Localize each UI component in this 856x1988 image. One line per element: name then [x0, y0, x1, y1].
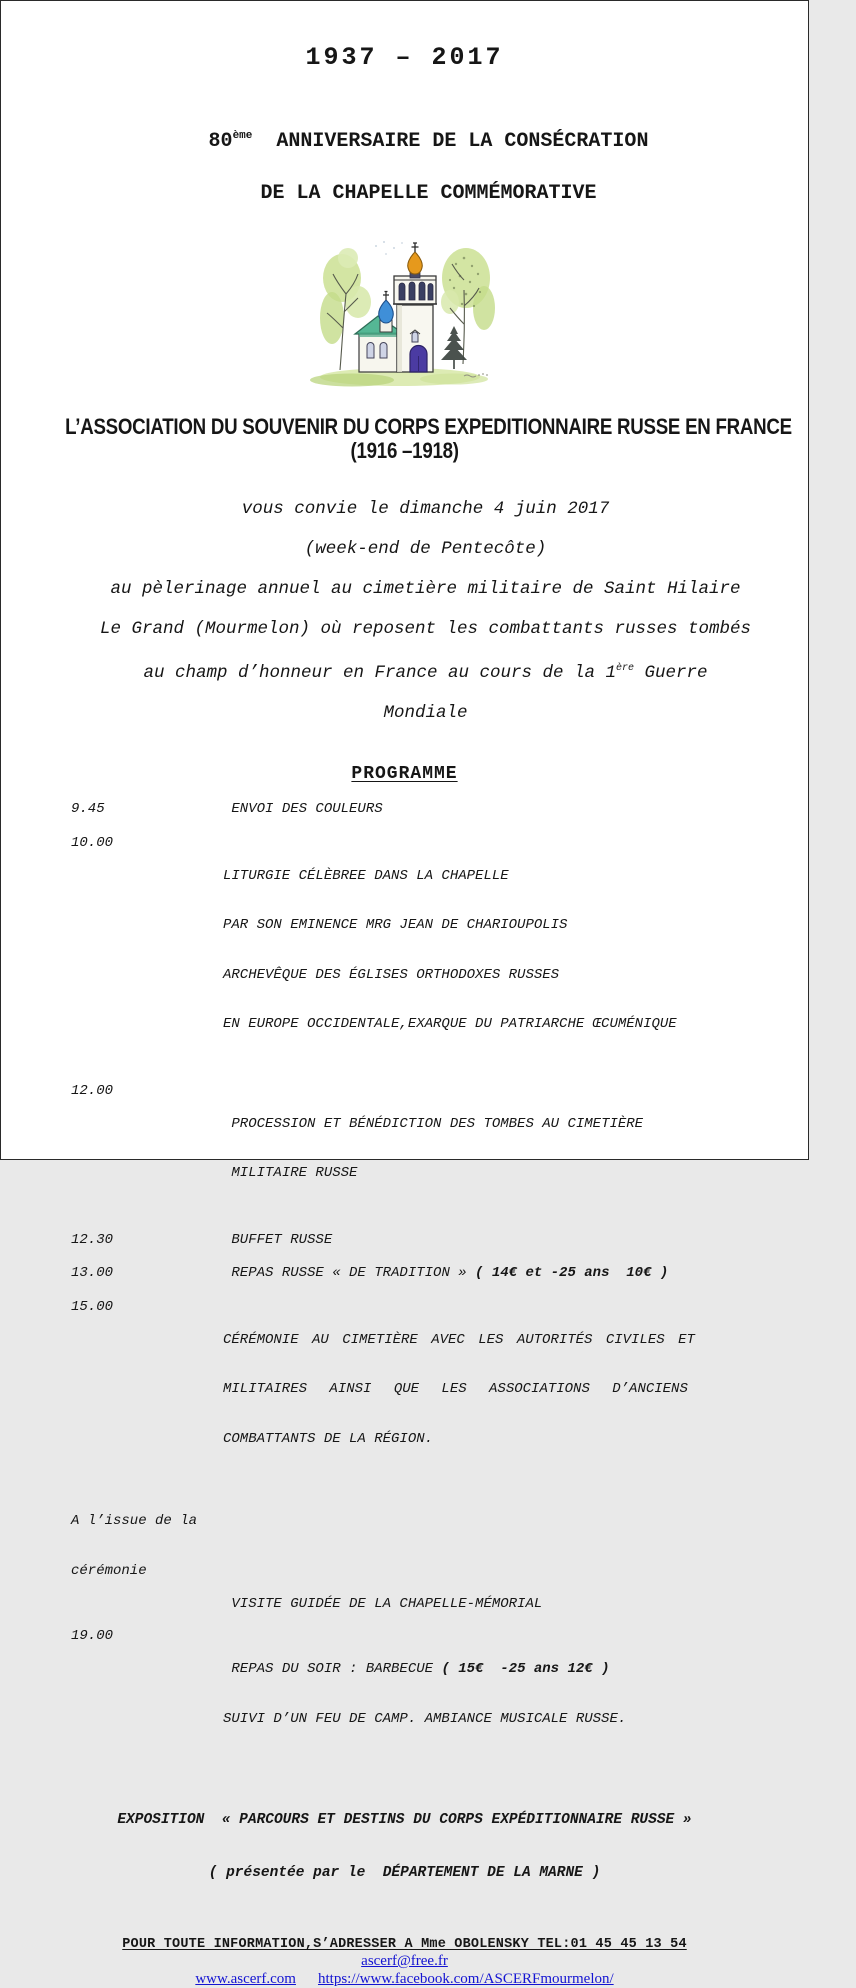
schedule-row-buffet: [71, 1232, 746, 1249]
schedule-line: SUIVI D’UN FEU DE CAMP. AMBIANCE MUSICALE RUSSE.: [223, 1710, 627, 1727]
schedule-description: VISITE GUIDÉE DE LA CHAPELLE-MÉMORIAL: [223, 1595, 543, 1612]
email-line: [1, 1953, 808, 1970]
schedule-time: 10.00: [71, 834, 114, 851]
email-link[interactable]: ascerf@free.fr: [361, 1953, 448, 1969]
schedule-line: LITURGIE CÉLÈBREE DANS LA CHAPELLE: [223, 867, 509, 884]
schedule-row-liturgie: [71, 835, 746, 1066]
invitation-line: Guerre: [634, 663, 708, 683]
schedule-description: BUFFET RUSSE: [223, 1231, 333, 1248]
schedule-time-line: A l’issue de la: [71, 1513, 198, 1529]
association-heading: [1, 415, 808, 463]
exposition-credit: ( présentée par le DÉPARTEMENT DE LA MARNE ): [208, 1864, 601, 1881]
schedule-time: [71, 1480, 223, 1612]
invitation-line: au pèlerinage annuel au cimetière militaire de Saint Hilaire: [110, 579, 741, 599]
schedule-line: EN EUROPE OCCIDENTALE,EXARQUE DU PATRIARCHE ŒCUMÉNIQUE: [223, 1016, 677, 1032]
schedule-description: [223, 1299, 746, 1481]
invitation-line: Le Grand (Mourmelon) où reposent les combattants russes tombés: [99, 619, 752, 639]
schedule-row-repas-soir: [71, 1628, 746, 1760]
price-tag: ( 14€ et -25 ans 10€ ): [475, 1265, 669, 1281]
years-title: 1937 – 2017: [305, 43, 504, 72]
association-name: L’ASSOCIATION DU SOUVENIR DU CORPS EXPEDITIONNAIRE RUSSE EN FRANCE: [65, 414, 792, 439]
invitation-line: au champ d’honneur en France au cours de la 1: [143, 663, 617, 683]
exposition-title: EXPOSITION « PARCOURS ET DESTINS DU CORPS EXPÉDITIONNAIRE RUSSE »: [117, 1812, 692, 1828]
price-tag: ( 15€ -25 ans 12€ ): [441, 1661, 610, 1677]
schedule-line: PROCESSION ET BÉNÉDICTION DES TOMBES AU CIMETIÈRE: [223, 1115, 644, 1132]
programme-schedule: [71, 801, 746, 1760]
schedule-row-procession: [71, 1083, 746, 1215]
schedule-time: 15.00: [71, 1298, 114, 1315]
invitation-line: (week-end de Pentecôte): [304, 539, 547, 559]
schedule-line: PAR SON EMINENCE MRG JEAN DE CHARIOUPOLIS: [223, 917, 568, 933]
schedule-row-ceremonie: [71, 1299, 746, 1481]
links-line: [1, 1971, 808, 1988]
invitation-line: Mondiale: [383, 703, 468, 723]
schedule-row-repas-midi: [71, 1265, 746, 1282]
invitation-line: vous convie le dimanche 4 juin 2017: [241, 499, 610, 519]
schedule-line: MILITAIRE RUSSE: [223, 1165, 358, 1181]
schedule-row-visite: [71, 1480, 746, 1612]
schedule-row-envoi: [71, 801, 746, 818]
schedule-line: MILITAIRES AINSI QUE LES ASSOCIATIONS D’ANCIENS: [223, 1381, 688, 1397]
facebook-link[interactable]: https://www.facebook.com/ASCERFmourmelon/: [317, 1971, 614, 1987]
schedule-description: ENVOI DES COULEURS: [223, 801, 383, 817]
website-link[interactable]: www.ascerf.com: [195, 1971, 296, 1987]
contact-info: POUR TOUTE INFORMATION,S’ADRESSER A Mme OBOLENSKY TEL:01 45 45 13 54: [122, 1937, 687, 1952]
anniversary-ordinal: ème: [232, 130, 253, 142]
schedule-time: 12.00: [71, 1082, 114, 1099]
ordinal-superscript: ère: [616, 663, 635, 674]
schedule-description: [223, 1083, 746, 1215]
schedule-line: CÉRÉMONIE AU CIMETIÈRE AVEC LES AUTORITÉS CIVILES ET: [223, 1331, 695, 1348]
schedule-time: 19.00: [71, 1628, 114, 1644]
exposition-note: [1, 1777, 808, 1917]
chapel-illustration: [1, 236, 808, 388]
schedule-time: 13.00: [71, 1265, 114, 1281]
anniversary-text: ANNIVERSAIRE DE LA CONSÉCRATION: [252, 130, 649, 153]
schedule-line: ARCHEVÊQUE DES ÉGLISES ORTHODOXES RUSSES: [223, 966, 560, 983]
schedule-time: 9.45: [71, 801, 105, 817]
schedule-time: 12.30: [71, 1231, 114, 1248]
schedule-description: [223, 835, 746, 1066]
schedule-line: REPAS DU SOIR : BARBECUE: [223, 1661, 442, 1677]
schedule-description: [223, 1628, 746, 1760]
programme-title: PROGRAMME: [351, 764, 458, 784]
schedule-description: [223, 1265, 746, 1282]
schedule-line: REPAS RUSSE « DE TRADITION »: [223, 1265, 476, 1281]
association-years: (1916 –1918): [350, 438, 459, 463]
anniversary-number: 80: [208, 130, 233, 153]
anniversary-line2: DE LA CHAPELLE COMMÉMORATIVE: [260, 182, 597, 205]
invitation-paragraph: [1, 479, 808, 743]
schedule-line: COMBATTANTS DE LA RÉGION.: [223, 1430, 434, 1447]
chapel-watercolor-image: [314, 236, 496, 388]
schedule-time-line: cérémonie: [71, 1562, 147, 1579]
anniversary-heading: [1, 97, 808, 233]
